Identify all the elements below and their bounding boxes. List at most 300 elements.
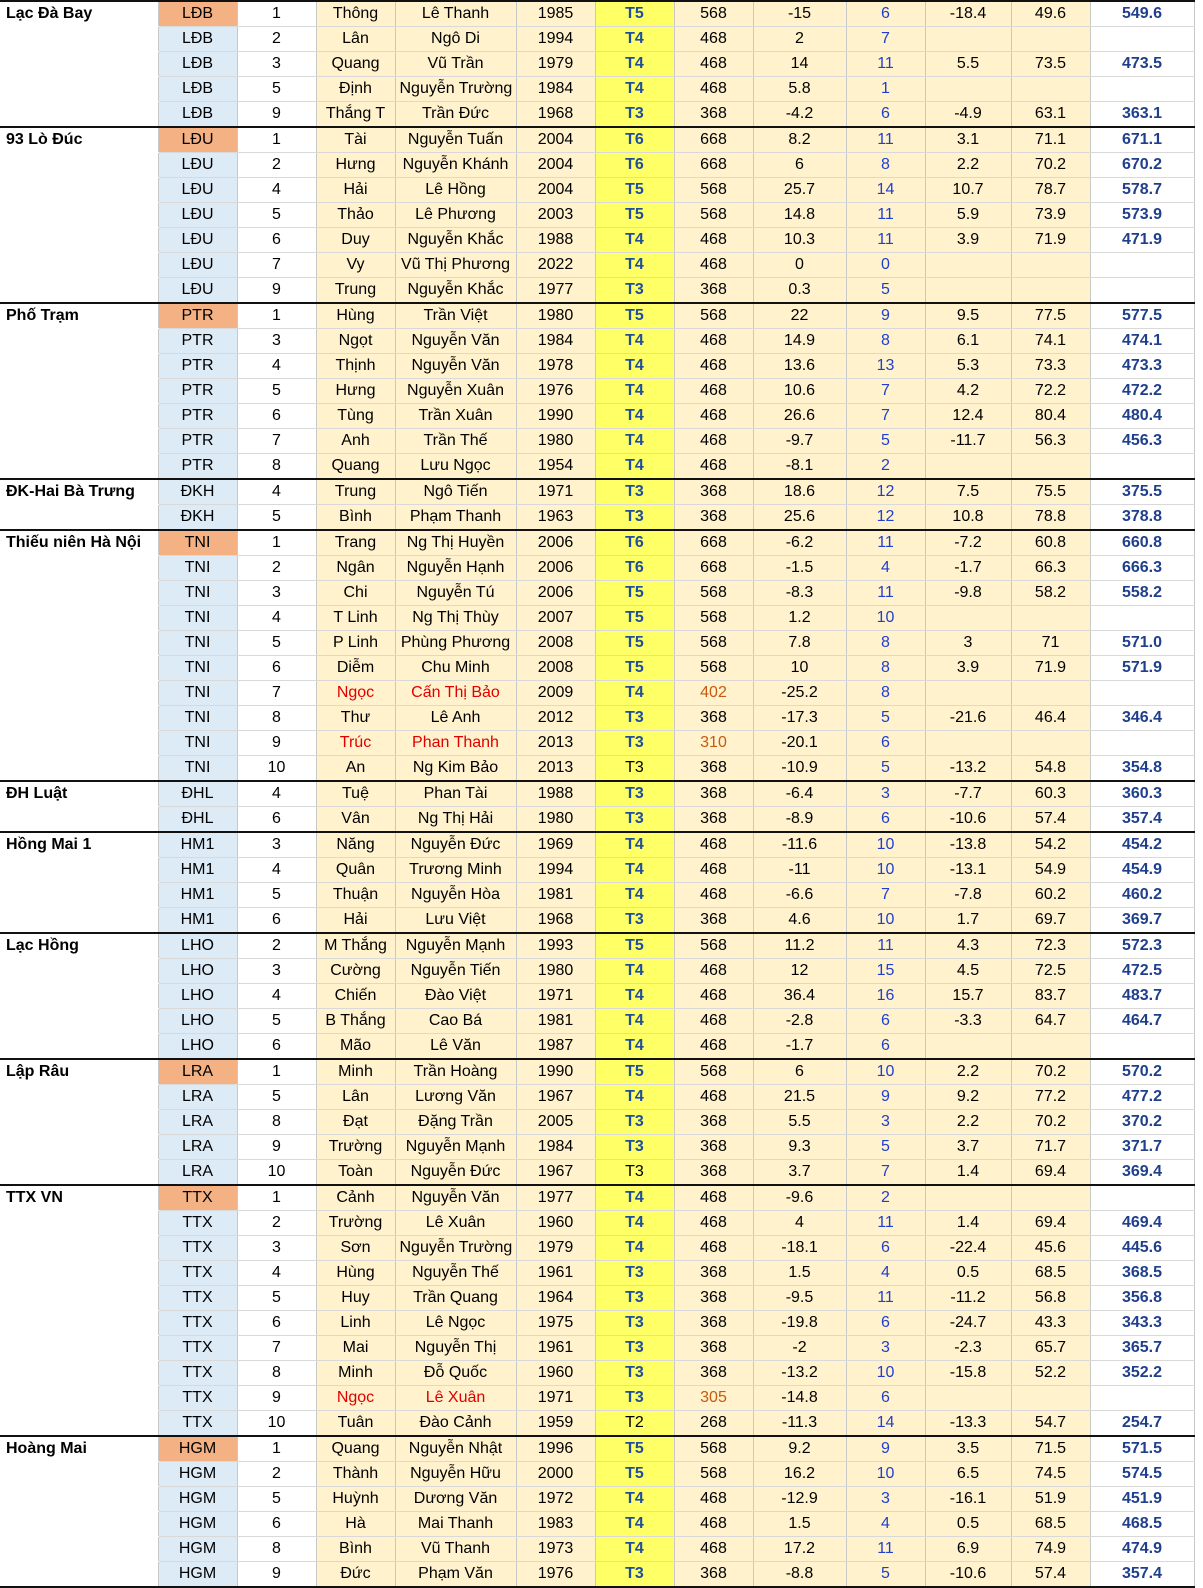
birth-year-cell: 2013 — [516, 756, 595, 782]
player-number-cell: 1 — [237, 1185, 316, 1211]
player-family-name-cell: Trần Xuân — [395, 404, 516, 429]
adjustment-cell: 6.1 — [925, 329, 1011, 354]
rating-cell: 368 — [674, 1261, 753, 1286]
adjustment-cell: 4.2 — [925, 379, 1011, 404]
new-rating-cell: 451.9 — [1090, 1487, 1194, 1512]
games-count-cell: 5 — [846, 429, 925, 454]
games-count-cell: 15 — [846, 959, 925, 984]
adjustment-cell — [925, 606, 1011, 631]
new-rating-cell: 477.2 — [1090, 1085, 1194, 1110]
rating-cell: 468 — [674, 883, 753, 908]
birth-year-cell: 1971 — [516, 479, 595, 505]
tier-cell: T5 — [595, 606, 674, 631]
adjustment-cell: -15.8 — [925, 1361, 1011, 1386]
percentage-cell: 71.7 — [1011, 1135, 1090, 1160]
rating-cell: 368 — [674, 479, 753, 505]
birth-year-cell: 2007 — [516, 606, 595, 631]
rating-change-cell: -6.6 — [753, 883, 846, 908]
player-number-cell: 9 — [237, 1386, 316, 1411]
birth-year-cell: 2012 — [516, 706, 595, 731]
new-rating-cell: 571.9 — [1090, 656, 1194, 681]
player-family-name-cell: Trần Quang — [395, 1286, 516, 1311]
player-code-cell: LĐU — [158, 228, 237, 253]
new-rating-cell: 571.5 — [1090, 1436, 1194, 1462]
player-code-cell: HGM — [158, 1462, 237, 1487]
club-name-cell — [0, 1336, 158, 1361]
birth-year-cell: 1977 — [516, 1185, 595, 1211]
games-count-cell: 14 — [846, 178, 925, 203]
games-count-cell: 10 — [846, 832, 925, 858]
player-code-cell: PTR — [158, 404, 237, 429]
rating-change-cell: -11.3 — [753, 1411, 846, 1437]
percentage-cell: 75.5 — [1011, 479, 1090, 505]
games-count-cell: 11 — [846, 127, 925, 153]
player-given-name-cell: Ngọc — [316, 1386, 395, 1411]
rating-change-cell: 5.5 — [753, 1110, 846, 1135]
rating-cell: 468 — [674, 1487, 753, 1512]
percentage-cell: 72.5 — [1011, 959, 1090, 984]
player-number-cell: 4 — [237, 354, 316, 379]
new-rating-cell: 454.9 — [1090, 858, 1194, 883]
table-row — [0, 429, 1194, 454]
adjustment-cell: -2.3 — [925, 1336, 1011, 1361]
player-given-name-cell: Bình — [316, 505, 395, 531]
new-rating-cell: 578.7 — [1090, 178, 1194, 203]
percentage-cell: 56.8 — [1011, 1286, 1090, 1311]
player-given-name-cell: Trường — [316, 1135, 395, 1160]
adjustment-cell: 2.2 — [925, 153, 1011, 178]
player-code-cell: HGM — [158, 1512, 237, 1537]
adjustment-cell: 3 — [925, 631, 1011, 656]
percentage-cell: 70.2 — [1011, 1110, 1090, 1135]
tier-cell: T6 — [595, 153, 674, 178]
games-count-cell: 3 — [846, 1487, 925, 1512]
player-code-cell: LĐU — [158, 203, 237, 228]
tier-cell: T4 — [595, 1034, 674, 1060]
percentage-cell: 49.6 — [1011, 1, 1090, 27]
rating-cell: 368 — [674, 1110, 753, 1135]
player-family-name-cell: Nguyễn Đức — [395, 832, 516, 858]
player-number-cell: 4 — [237, 479, 316, 505]
player-given-name-cell: Ngọt — [316, 329, 395, 354]
player-number-cell: 1 — [237, 530, 316, 556]
adjustment-cell: -11.2 — [925, 1286, 1011, 1311]
new-rating-cell: 456.3 — [1090, 429, 1194, 454]
player-given-name-cell: Thuận — [316, 883, 395, 908]
player-number-cell: 6 — [237, 1512, 316, 1537]
club-name-cell: Phố Trạm — [0, 303, 158, 329]
player-code-cell: TNI — [158, 530, 237, 556]
rating-cell: 310 — [674, 731, 753, 756]
player-family-name-cell: Nguyễn Tiến — [395, 959, 516, 984]
games-count-cell: 9 — [846, 1085, 925, 1110]
table-row — [0, 908, 1194, 934]
club-name-cell — [0, 581, 158, 606]
rating-cell: 368 — [674, 1160, 753, 1186]
new-rating-cell — [1090, 1034, 1194, 1060]
player-number-cell: 3 — [237, 1236, 316, 1261]
player-given-name-cell: Trung — [316, 278, 395, 304]
games-count-cell: 5 — [846, 756, 925, 782]
player-code-cell: LHO — [158, 984, 237, 1009]
player-code-cell: TTX — [158, 1261, 237, 1286]
birth-year-cell: 1961 — [516, 1261, 595, 1286]
rating-cell: 668 — [674, 530, 753, 556]
tier-cell: T4 — [595, 404, 674, 429]
new-rating-cell: 360.3 — [1090, 781, 1194, 807]
adjustment-cell — [925, 77, 1011, 102]
tier-cell: T3 — [595, 807, 674, 833]
player-family-name-cell: Nguyễn Văn — [395, 354, 516, 379]
percentage-cell: 54.8 — [1011, 756, 1090, 782]
adjustment-cell: 1.4 — [925, 1211, 1011, 1236]
player-given-name-cell: Chiến — [316, 984, 395, 1009]
player-code-cell: HM1 — [158, 832, 237, 858]
player-given-name-cell: Quang — [316, 52, 395, 77]
tier-cell: T5 — [595, 1436, 674, 1462]
table-row — [0, 1059, 1194, 1085]
player-number-cell: 4 — [237, 781, 316, 807]
games-count-cell: 14 — [846, 1411, 925, 1437]
player-family-name-cell: Đào Việt — [395, 984, 516, 1009]
rating-change-cell: -19.8 — [753, 1311, 846, 1336]
rating-change-cell: 13.6 — [753, 354, 846, 379]
player-family-name-cell: Phan Thanh — [395, 731, 516, 756]
club-name-cell — [0, 1361, 158, 1386]
table-row — [0, 102, 1194, 128]
adjustment-cell: 9.5 — [925, 303, 1011, 329]
tier-cell: T3 — [595, 1261, 674, 1286]
player-given-name-cell: Tài — [316, 127, 395, 153]
club-name-cell — [0, 1512, 158, 1537]
tier-cell: T4 — [595, 681, 674, 706]
player-given-name-cell: Lân — [316, 1085, 395, 1110]
birth-year-cell: 1990 — [516, 404, 595, 429]
percentage-cell: 77.2 — [1011, 1085, 1090, 1110]
games-count-cell: 7 — [846, 1160, 925, 1186]
player-family-name-cell: Lê Anh — [395, 706, 516, 731]
player-given-name-cell: Ngọc — [316, 681, 395, 706]
adjustment-cell: -21.6 — [925, 706, 1011, 731]
percentage-cell: 68.5 — [1011, 1261, 1090, 1286]
rating-change-cell: -20.1 — [753, 731, 846, 756]
club-name-cell — [0, 959, 158, 984]
tier-cell: T2 — [595, 1411, 674, 1437]
player-family-name-cell: Lưu Việt — [395, 908, 516, 934]
rating-change-cell: -8.3 — [753, 581, 846, 606]
new-rating-cell — [1090, 454, 1194, 480]
tier-cell: T4 — [595, 429, 674, 454]
table-row — [0, 556, 1194, 581]
table-row — [0, 1537, 1194, 1562]
table-row — [0, 606, 1194, 631]
tier-cell: T4 — [595, 454, 674, 480]
table-row — [0, 1361, 1194, 1386]
player-family-name-cell: Trương Minh — [395, 858, 516, 883]
tier-cell: T4 — [595, 959, 674, 984]
player-family-name-cell: Lê Xuân — [395, 1211, 516, 1236]
new-rating-cell: 365.7 — [1090, 1336, 1194, 1361]
new-rating-cell: 473.3 — [1090, 354, 1194, 379]
new-rating-cell: 343.3 — [1090, 1311, 1194, 1336]
percentage-cell: 69.4 — [1011, 1211, 1090, 1236]
club-name-cell — [0, 756, 158, 782]
rating-change-cell: 26.6 — [753, 404, 846, 429]
rating-change-cell: -10.9 — [753, 756, 846, 782]
player-given-name-cell: Trường — [316, 1211, 395, 1236]
new-rating-cell: 370.2 — [1090, 1110, 1194, 1135]
player-code-cell: TNI — [158, 631, 237, 656]
player-code-cell: LĐB — [158, 1, 237, 27]
player-family-name-cell: Ng Thị Hải — [395, 807, 516, 833]
percentage-cell: 52.2 — [1011, 1361, 1090, 1386]
player-given-name-cell: Sơn — [316, 1236, 395, 1261]
percentage-cell: 60.2 — [1011, 883, 1090, 908]
rating-cell: 468 — [674, 253, 753, 278]
adjustment-cell: -7.2 — [925, 530, 1011, 556]
player-number-cell: 5 — [237, 1085, 316, 1110]
games-count-cell: 4 — [846, 556, 925, 581]
rating-change-cell: -6.2 — [753, 530, 846, 556]
games-count-cell: 5 — [846, 1135, 925, 1160]
games-count-cell: 4 — [846, 1261, 925, 1286]
rating-change-cell: -9.5 — [753, 1286, 846, 1311]
birth-year-cell: 1980 — [516, 959, 595, 984]
player-number-cell: 8 — [237, 706, 316, 731]
club-name-cell — [0, 883, 158, 908]
player-number-cell: 5 — [237, 77, 316, 102]
birth-year-cell: 1971 — [516, 984, 595, 1009]
player-given-name-cell: Diễm — [316, 656, 395, 681]
percentage-cell — [1011, 454, 1090, 480]
percentage-cell: 72.2 — [1011, 379, 1090, 404]
player-number-cell: 7 — [237, 253, 316, 278]
tier-cell: T3 — [595, 1135, 674, 1160]
games-count-cell: 2 — [846, 454, 925, 480]
player-number-cell: 4 — [237, 984, 316, 1009]
adjustment-cell: -10.6 — [925, 1562, 1011, 1588]
adjustment-cell: -7.7 — [925, 781, 1011, 807]
new-rating-cell: 666.3 — [1090, 556, 1194, 581]
table-row — [0, 731, 1194, 756]
player-family-name-cell: Nguyễn Hữu — [395, 1462, 516, 1487]
rating-change-cell: -1.5 — [753, 556, 846, 581]
games-count-cell: 8 — [846, 656, 925, 681]
rating-cell: 368 — [674, 1562, 753, 1588]
club-name-cell — [0, 228, 158, 253]
new-rating-cell — [1090, 278, 1194, 304]
player-family-name-cell: Ngô Di — [395, 27, 516, 52]
table-row — [0, 454, 1194, 480]
club-name-cell: 93 Lò Đúc — [0, 127, 158, 153]
rating-cell: 568 — [674, 1, 753, 27]
rating-change-cell: -2.8 — [753, 1009, 846, 1034]
player-code-cell: HM1 — [158, 908, 237, 934]
player-given-name-cell: Duy — [316, 228, 395, 253]
percentage-cell: 60.8 — [1011, 530, 1090, 556]
adjustment-cell — [925, 27, 1011, 52]
adjustment-cell: -13.2 — [925, 756, 1011, 782]
games-count-cell: 6 — [846, 807, 925, 833]
player-number-cell: 6 — [237, 404, 316, 429]
adjustment-cell: 15.7 — [925, 984, 1011, 1009]
rating-change-cell: 1.5 — [753, 1261, 846, 1286]
games-count-cell: 4 — [846, 1512, 925, 1537]
tier-cell: T5 — [595, 303, 674, 329]
percentage-cell: 74.9 — [1011, 1537, 1090, 1562]
tier-cell: T5 — [595, 1059, 674, 1085]
player-given-name-cell: Tùng — [316, 404, 395, 429]
rating-change-cell: -13.2 — [753, 1361, 846, 1386]
adjustment-cell: 6.5 — [925, 1462, 1011, 1487]
adjustment-cell — [925, 278, 1011, 304]
rating-change-cell: 0 — [753, 253, 846, 278]
new-rating-cell: 471.9 — [1090, 228, 1194, 253]
player-given-name-cell: Thư — [316, 706, 395, 731]
table-row — [0, 127, 1194, 153]
adjustment-cell: 3.1 — [925, 127, 1011, 153]
club-name-cell — [0, 429, 158, 454]
adjustment-cell: 0.5 — [925, 1261, 1011, 1286]
table-row — [0, 959, 1194, 984]
rating-change-cell: 4 — [753, 1211, 846, 1236]
club-name-cell — [0, 1211, 158, 1236]
player-family-name-cell: Nguyễn Mạnh — [395, 1135, 516, 1160]
club-name-cell — [0, 1009, 158, 1034]
player-given-name-cell: Hải — [316, 908, 395, 934]
birth-year-cell: 1967 — [516, 1160, 595, 1186]
player-given-name-cell: Hải — [316, 178, 395, 203]
player-family-name-cell: Vũ Thị Phương — [395, 253, 516, 278]
tier-cell: T4 — [595, 883, 674, 908]
player-code-cell: TTX — [158, 1361, 237, 1386]
table-row — [0, 379, 1194, 404]
club-name-cell — [0, 1386, 158, 1411]
player-family-name-cell: Lê Phương — [395, 203, 516, 228]
rating-change-cell: 16.2 — [753, 1462, 846, 1487]
rating-change-cell: 3.7 — [753, 1160, 846, 1186]
games-count-cell: 6 — [846, 1311, 925, 1336]
player-family-name-cell: Lê Ngọc — [395, 1311, 516, 1336]
player-number-cell: 2 — [237, 153, 316, 178]
player-code-cell: TNI — [158, 656, 237, 681]
adjustment-cell: -3.3 — [925, 1009, 1011, 1034]
rating-change-cell: -2 — [753, 1336, 846, 1361]
rating-cell: 368 — [674, 505, 753, 531]
adjustment-cell: 1.7 — [925, 908, 1011, 934]
rating-change-cell: 10.3 — [753, 228, 846, 253]
rating-change-cell: -17.3 — [753, 706, 846, 731]
adjustment-cell: 12.4 — [925, 404, 1011, 429]
birth-year-cell: 1987 — [516, 1034, 595, 1060]
player-given-name-cell: Anh — [316, 429, 395, 454]
percentage-cell: 57.4 — [1011, 1562, 1090, 1588]
adjustment-cell: -13.1 — [925, 858, 1011, 883]
rating-change-cell: 9.3 — [753, 1135, 846, 1160]
birth-year-cell: 1975 — [516, 1311, 595, 1336]
table-row — [0, 1211, 1194, 1236]
adjustment-cell — [925, 681, 1011, 706]
rating-change-cell: -25.2 — [753, 681, 846, 706]
club-name-cell — [0, 681, 158, 706]
percentage-cell — [1011, 1386, 1090, 1411]
games-count-cell: 3 — [846, 1336, 925, 1361]
adjustment-cell: -13.8 — [925, 832, 1011, 858]
adjustment-cell: -13.3 — [925, 1411, 1011, 1437]
new-rating-cell: 671.1 — [1090, 127, 1194, 153]
player-code-cell: LHO — [158, 1009, 237, 1034]
player-given-name-cell: Trung — [316, 479, 395, 505]
rating-change-cell: -11.6 — [753, 832, 846, 858]
rating-cell: 668 — [674, 153, 753, 178]
rating-change-cell: 7.8 — [753, 631, 846, 656]
games-count-cell: 5 — [846, 1562, 925, 1588]
games-count-cell: 7 — [846, 883, 925, 908]
player-code-cell: LĐU — [158, 278, 237, 304]
rating-change-cell: -9.7 — [753, 429, 846, 454]
player-family-name-cell: Phạm Thanh — [395, 505, 516, 531]
table-row — [0, 832, 1194, 858]
tier-cell: T4 — [595, 1185, 674, 1211]
player-number-cell: 1 — [237, 303, 316, 329]
player-number-cell: 10 — [237, 1411, 316, 1437]
player-code-cell: TNI — [158, 556, 237, 581]
player-code-cell: LĐB — [158, 52, 237, 77]
player-code-cell: LRA — [158, 1110, 237, 1135]
birth-year-cell: 2008 — [516, 631, 595, 656]
table-row — [0, 253, 1194, 278]
player-family-name-cell: Lê Xuân — [395, 1386, 516, 1411]
games-count-cell: 10 — [846, 1361, 925, 1386]
club-name-cell — [0, 278, 158, 304]
new-rating-cell — [1090, 27, 1194, 52]
games-count-cell: 11 — [846, 581, 925, 606]
table-row — [0, 228, 1194, 253]
rating-change-cell: 6 — [753, 1059, 846, 1085]
percentage-cell: 72.3 — [1011, 933, 1090, 959]
adjustment-cell — [925, 731, 1011, 756]
player-number-cell: 3 — [237, 832, 316, 858]
tier-cell: T5 — [595, 631, 674, 656]
tier-cell: T4 — [595, 1211, 674, 1236]
club-name-cell — [0, 404, 158, 429]
percentage-cell: 57.4 — [1011, 807, 1090, 833]
percentage-cell: 66.3 — [1011, 556, 1090, 581]
birth-year-cell: 1968 — [516, 102, 595, 128]
new-rating-cell: 474.1 — [1090, 329, 1194, 354]
games-count-cell: 7 — [846, 27, 925, 52]
birth-year-cell: 1977 — [516, 278, 595, 304]
player-given-name-cell: Toàn — [316, 1160, 395, 1186]
player-number-cell: 5 — [237, 1487, 316, 1512]
percentage-cell — [1011, 77, 1090, 102]
adjustment-cell: -24.7 — [925, 1311, 1011, 1336]
player-given-name-cell: An — [316, 756, 395, 782]
birth-year-cell: 2000 — [516, 1462, 595, 1487]
club-name-cell — [0, 1236, 158, 1261]
tier-cell: T3 — [595, 908, 674, 934]
table-row — [0, 1487, 1194, 1512]
birth-year-cell: 1984 — [516, 77, 595, 102]
percentage-cell: 69.7 — [1011, 908, 1090, 934]
player-given-name-cell: Vy — [316, 253, 395, 278]
rating-change-cell: 25.6 — [753, 505, 846, 531]
new-rating-cell: 670.2 — [1090, 153, 1194, 178]
games-count-cell: 8 — [846, 329, 925, 354]
birth-year-cell: 1954 — [516, 454, 595, 480]
adjustment-cell: 3.5 — [925, 1436, 1011, 1462]
games-count-cell: 9 — [846, 303, 925, 329]
